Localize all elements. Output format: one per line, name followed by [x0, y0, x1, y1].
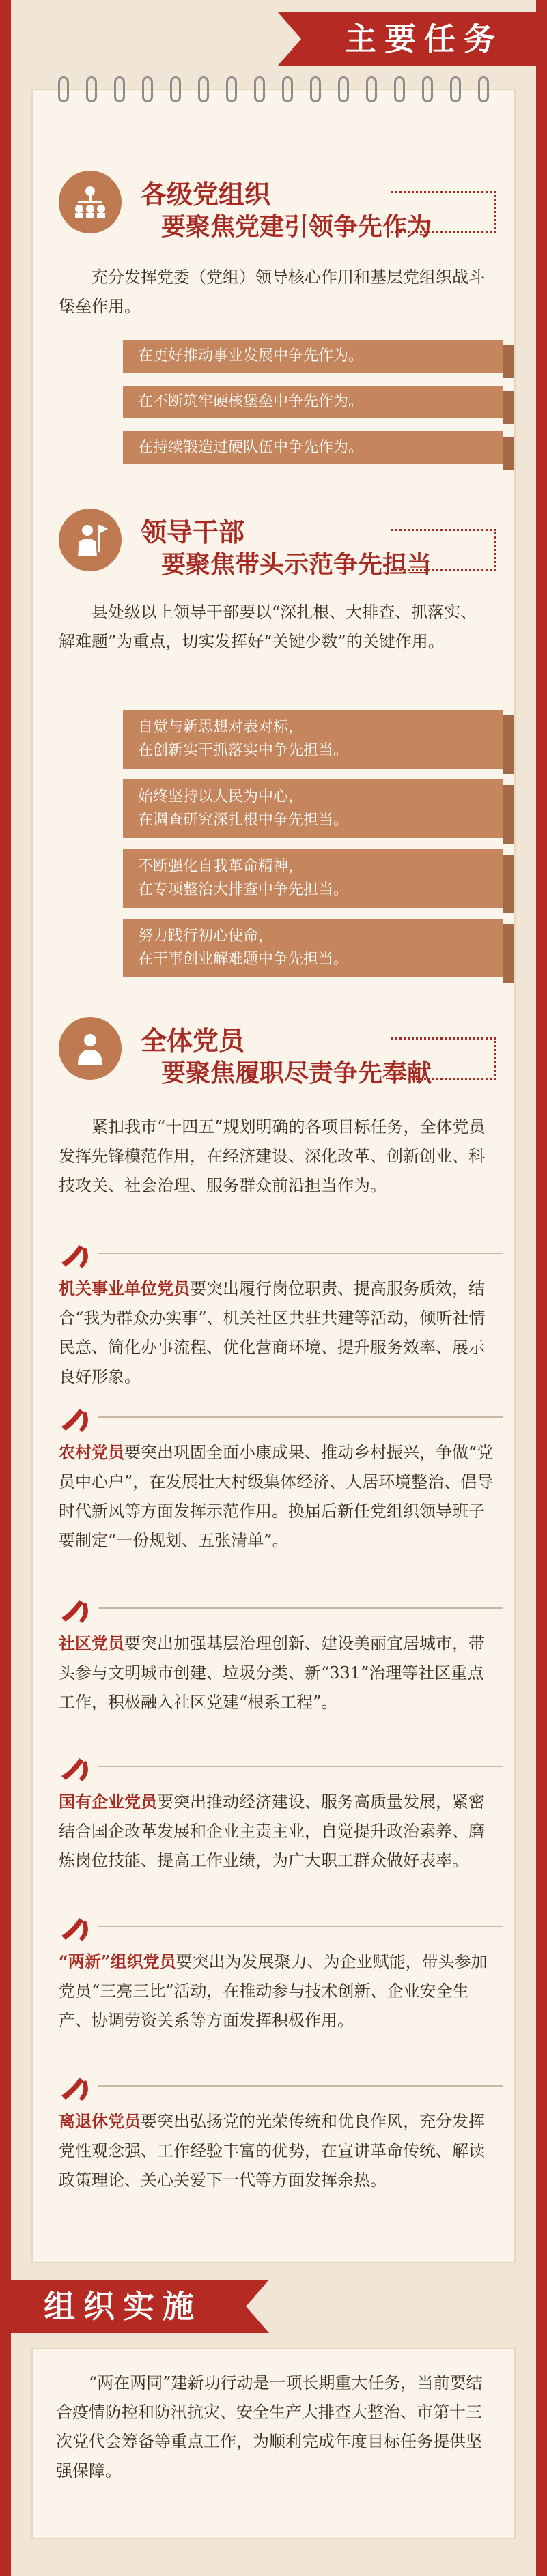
ring-icon: [86, 76, 97, 102]
member-item-body: 要突出推动经济建设、服务高质量发展，紧密结合国企改革发展和企业主责主业，自觉提升政治素养、磨炼岗位技能、提高工作业绩，为广大职工群众做好表率。: [59, 1792, 485, 1870]
party-emblem-icon: [59, 1597, 92, 1625]
member-item-body: 要突出巩固全面小康成果、推动乡村振兴，争做“党员中心户”，在发展壮大村级集体经济、人居环境整治、倡导时代新风等方面发挥示范作用。换届后新任党组织领导班子要制定“一份规划、五张清单”。: [59, 1443, 494, 1550]
ring-icon: [310, 76, 321, 102]
member-item-body: 要突出弘扬党的光荣传统和优良作风，充分发挥党性观念强、工作经验丰富的优势，在宣讲革命传统、解读政策理论、关心关爱下一代等方面发挥余热。: [59, 2112, 485, 2190]
section-party-orgs-header: [59, 171, 496, 253]
task-bar-line: 在调查研究深扎根中争先担当。: [138, 812, 349, 829]
party-emblem-icon: [59, 1406, 92, 1433]
dotted-frame: [391, 191, 496, 233]
section-title: 全体党员: [141, 1025, 245, 1056]
party-emblem-icon: [59, 1915, 92, 1943]
member-item-text: [59, 1947, 496, 2035]
task-bar: [123, 710, 503, 769]
member-person-icon: [59, 1017, 122, 1080]
section-intro: 县处级以上领导干部要以“深扎根、大排查、抓落实、解难题”为重点，切实发挥好“关键少数”的关键作用。: [59, 603, 477, 651]
section-subtitle: 要聚焦党建引领争先作为: [161, 212, 432, 241]
party-emblem-icon: [59, 1756, 92, 1783]
ring-icon: [170, 76, 181, 102]
member-item-text: [59, 1787, 496, 1876]
divider: [98, 1253, 503, 1254]
section-subtitle: 要聚焦履职尽责争先奉献: [161, 1059, 432, 1087]
ring-icon: [338, 76, 349, 102]
party-emblem-icon: [59, 1242, 92, 1270]
task-bar: [123, 340, 503, 373]
section-intro: 紧扣我市“十四五”规划明确的各项目标任务，全体党员发挥先锋模范作用，在经济建设、深化改革、创新创业、科技攻关、社会治理、服务群众前沿担当作为。: [59, 1117, 486, 1195]
ring-icon: [282, 76, 293, 102]
right-red-rail: [536, 0, 547, 2576]
member-item-body: 要突出为发展聚力、为企业赋能，带头参加党员“三亮三比”活动，在推动参与技术创新、企业安全生产、协调劳资关系等方面发挥积极作用。: [59, 1952, 488, 2030]
task-bar: [123, 431, 503, 464]
leader-flag-icon: [59, 509, 122, 571]
dotted-frame: [391, 1037, 496, 1080]
ring-icon: [478, 76, 489, 102]
member-type-highlight: 农村党员: [59, 1442, 124, 1462]
dotted-frame: [391, 529, 496, 571]
ring-icon: [366, 76, 377, 102]
ring-icon: [58, 76, 69, 102]
section-leaders-header: [59, 509, 496, 590]
member-item-text: [59, 1437, 496, 1556]
section-intro: 充分发挥党委（党组）领导核心作用和基层党组织战斗堡垒作用。: [59, 268, 485, 316]
task-bar: [123, 849, 503, 908]
task-bar-line: 在专项整治大排查中争先担当。: [138, 881, 349, 898]
ring-icon: [422, 76, 433, 102]
member-item-text: [59, 2106, 496, 2195]
member-item-text: [59, 1629, 496, 1717]
divider: [98, 1607, 503, 1609]
ring-icon: [226, 76, 237, 102]
member-type-highlight: 离退休党员: [59, 2111, 141, 2131]
member-type-highlight: 国有企业党员: [59, 1792, 157, 1812]
task-bar-text: 在持续锻造过硬队伍中争先作为。: [138, 439, 364, 456]
implementation-banner: 组织实施: [0, 2280, 246, 2333]
ring-icon: [394, 76, 405, 102]
ring-icon: [198, 76, 209, 102]
divider: [98, 1416, 503, 1418]
divider: [98, 1926, 503, 1927]
task-bar-line: 在创新实干抓落实中争先担当。: [138, 742, 349, 759]
section-members-header: [59, 1017, 496, 1099]
ring-icon: [114, 76, 125, 102]
task-bar-text: 在不断筑牢硬核堡垒中争先作为。: [138, 393, 364, 410]
main-tasks-banner: 主要任务: [301, 12, 547, 66]
task-bar: [123, 386, 503, 418]
ring-icon: [142, 76, 153, 102]
divider: [98, 1766, 503, 1767]
member-type-highlight: 机关事业单位党员: [59, 1278, 190, 1298]
task-bar-line: 自觉与新思想对表对标，: [138, 719, 304, 736]
section-subtitle: 要聚焦带头示范争先担当: [161, 550, 432, 579]
task-bar-line: 努力践行初心使命，: [138, 928, 274, 945]
section-title: 各级党组织: [141, 179, 271, 210]
org-chart-icon: [59, 171, 122, 233]
member-item-body: 要突出履行岗位职责、提高服务质效，结合“我为群众办实事”、机关社区共驻共建等活动，倾听社情民意、简化办事流程、优化营商环境、提升服务效率、展示良好形象。: [59, 1279, 486, 1386]
task-bar: [123, 779, 503, 838]
section-title: 领导干部: [141, 517, 245, 547]
task-bar-line: 始终坚持以人民为中心，: [138, 788, 304, 805]
task-bar: [123, 919, 503, 977]
ring-icon: [450, 76, 461, 102]
member-type-highlight: 社区党员: [59, 1633, 124, 1653]
member-item-text: [59, 1274, 496, 1392]
implementation-text: “两在两同”建新功行动是一项长期重大任务，当前要结合疫情防控和防汛抗灾、安全生产大排查大整治、市第十三次党代会筹备等重点工作，为顺利完成年度目标任务提供坚强保障。: [56, 2373, 483, 2480]
divider: [98, 2085, 503, 2087]
task-bar-line: 不断强化自我革命精神，: [138, 858, 304, 875]
notepad-rings: [31, 76, 516, 104]
member-type-highlight: “两新”组织党员: [59, 1951, 176, 1971]
task-bar-line: 在干事创业解难题中争先担当。: [138, 951, 349, 968]
party-emblem-icon: [59, 2075, 92, 2102]
left-red-rail: [0, 0, 11, 2576]
task-bar-text: 在更好推动事业发展中争先作为。: [138, 347, 364, 364]
member-item-body: 要突出加强基层治理创新、建设美丽宜居城市，带头参与文明城市创建、垃圾分类、新“331”治理等社区重点工作，积极融入社区党建“根系工程”。: [59, 1634, 485, 1712]
ring-icon: [254, 76, 265, 102]
